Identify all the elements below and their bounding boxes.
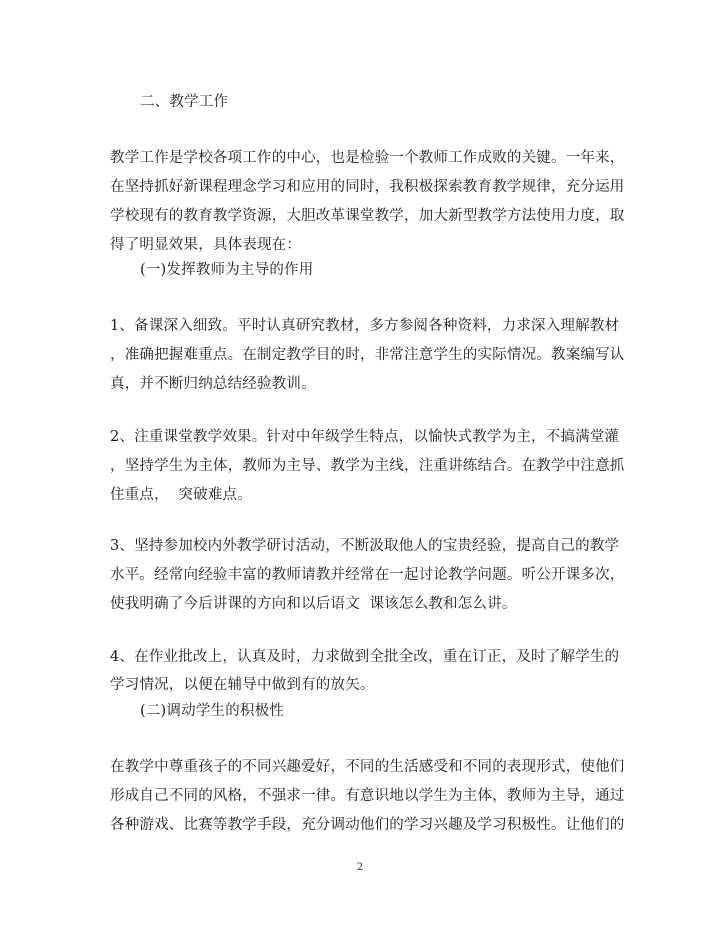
item-3-line-3: 使我明确了今后讲课的方向和以后语文 课该怎么教和怎么讲。	[110, 596, 517, 612]
final-para-line-3: 各种游戏、比赛等教学手段，充分调动他们的学习兴趣及学习积极性。让他们的	[110, 817, 625, 833]
item-3-line-2: 水平。经常向经验丰富的教师请教并经常在一起讨论教学问题。听公开课多次，	[110, 567, 625, 583]
final-para-line-2: 形成自己不同的风格，不强求一律。有意识地以学生为主体，教师为主导，通过	[110, 788, 625, 804]
subheading-2: (二)调动学生的积极性	[140, 703, 285, 719]
page-number: 2	[356, 862, 364, 873]
item-4-line-2: 学习情况，以便在辅导中做到有的放矢。	[110, 677, 375, 693]
intro-line-4: 得了明显效果，具体表现在：	[110, 237, 302, 253]
item-1-line-1: 1、备课深入细致。平时认真研究教材，多方参阅各种资料，力求深入理解教材	[110, 318, 620, 334]
item-3-line-1: 3、坚持参加校内外教学研讨活动，不断汲取他人的宝贵经验，提高自己的教学	[110, 538, 620, 554]
item-2-line-3: 住重点， 突破难点。	[110, 487, 252, 503]
item-2-line-1: 2、注重课堂教学效果。针对中年级学生特点，以愉快式教学为主，不搞满堂灌	[110, 429, 620, 445]
item-1-line-3: 真，并不断归纳总结经验教训。	[110, 376, 316, 392]
item-1-line-2: ，准确把握难重点。在制定教学目的时，非常注意学生的实际情况。教案编写认	[110, 347, 625, 363]
item-4-line-1: 4、在作业批改上，认真及时，力求做到全批全改，重在订正，及时了解学生的	[110, 649, 620, 665]
intro-line-2: 在坚持抓好新课程理念学习和应用的同时，我积极探索教育教学规律，充分运用	[110, 179, 625, 195]
final-para-line-1: 在教学中尊重孩子的不同兴趣爱好，不同的生活感受和不同的表现形式，使他们	[110, 759, 625, 775]
item-2-line-2: ，坚持学生为主体，教师为主导、教学为主线，注重讲练结合。在教学中注意抓	[110, 458, 625, 474]
intro-line-3: 学校现有的教育教学资源，大胆改革课堂教学，加大新型教学方法使用力度，取	[110, 208, 625, 224]
intro-line-1: 教学工作是学校各项工作的中心，也是检验一个教师工作成败的关键。一年来，	[110, 150, 625, 166]
section-heading: 二、教学工作	[140, 94, 229, 110]
subheading-1: (一)发挥教师为主导的作用	[140, 262, 314, 278]
